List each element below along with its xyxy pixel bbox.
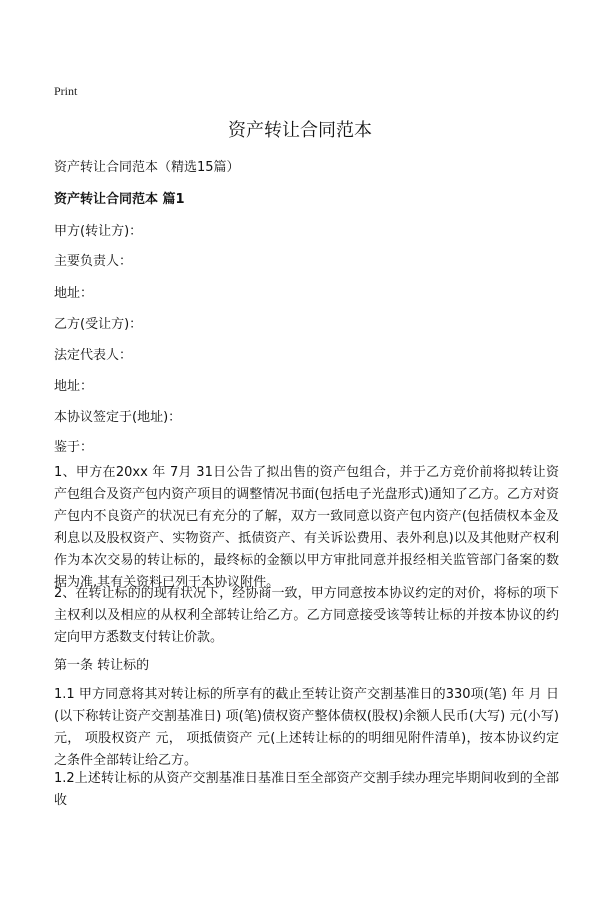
paragraph-2: 2、在转让标的的现有状况下，经协商一致，甲方同意按本协议约定的对价，将标的项下主权利以及相应的从权利全部转让给乙方。乙方同意接受该等转让标的并按本协议的约定向甲方悉数支付转让价款。	[54, 586, 559, 645]
field-transferor: 甲方(转让方)：	[54, 224, 143, 239]
field-principal: 主要负责人：	[54, 254, 133, 269]
field-signing-place: 本协议签定于(地址)：	[54, 410, 182, 425]
paragraph-1: 1、甲方在20xx 年 7月 31日公告了拟出售的资产包组合，并于乙方竞价前将拟转让资产包组合及资产包内资产项目的调整情况书面(包括电子光盘形式)通知了乙方。乙方对资产包内不良资产的状况已有充分的了解，双方一致同意以资产包内资产(包括债权本金及利息以及股权资产、实物资产、抵债资产、有关诉讼费用、表外利息)以及其他财产权利作为本次交易的转让标的，最终标的金额以甲方审批同意并报经相关监管部门备案的数据为准,其有关资料已列于本协议附件。	[54, 465, 559, 590]
field-transferee: 乙方(受让方)：	[54, 317, 143, 332]
article-1-heading: 第一条 转让标的	[54, 658, 150, 673]
document-subtitle: 资产转让合同范本（精选15篇）	[54, 160, 240, 175]
section-heading: 资产转让合同范本 篇1	[54, 192, 185, 207]
paragraph-4: 1.2上述转让标的从资产交割基准日基准日至全部资产交割手续办理完毕期间收到的全部收	[54, 771, 559, 808]
field-address-b: 地址：	[54, 379, 94, 394]
document-title: 资产转让合同范本	[228, 120, 372, 141]
field-address-a: 地址：	[54, 286, 94, 301]
field-legal-rep: 法定代表人：	[54, 348, 133, 363]
field-whereas: 鉴于：	[54, 440, 94, 455]
paragraph-3: 1.1 甲方同意将其对转让标的所享有的截止至转让资产交割基准日的330项(笔) 年 月 日 (以下称转让资产交割基准日) 项(笔)债权资产整体债权(股权)余额人民币(大写) 元(小写) 元， 项股权资产 元， 项抵债资产 元(上述转让标的的明细见附件清单)，按本协议约定之条件全部转让给乙方。	[54, 687, 559, 768]
print-label[interactable]: Print	[54, 84, 78, 98]
